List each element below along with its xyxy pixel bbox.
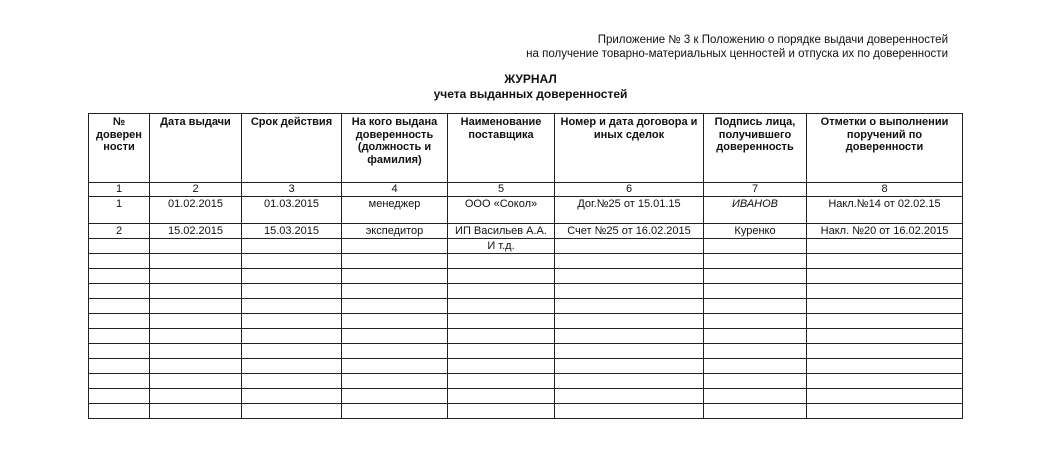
table-cell bbox=[150, 344, 242, 359]
table-cell bbox=[342, 299, 448, 314]
table-cell bbox=[448, 389, 555, 404]
column-number: 5 bbox=[448, 183, 555, 197]
table-cell: Куренко bbox=[704, 224, 807, 239]
table-cell: ИП Васильев А.А. bbox=[448, 224, 555, 239]
table-cell bbox=[242, 329, 342, 344]
table-cell bbox=[448, 284, 555, 299]
table-cell: 1 bbox=[89, 197, 150, 224]
table-row bbox=[89, 239, 963, 254]
table-cell bbox=[704, 404, 807, 419]
table-cell bbox=[448, 329, 555, 344]
table-cell bbox=[704, 344, 807, 359]
table-cell: Накл. №20 от 16.02.2015 bbox=[807, 224, 963, 239]
table-cell bbox=[807, 329, 963, 344]
table-cell bbox=[807, 254, 963, 269]
table-cell bbox=[150, 359, 242, 374]
table-row bbox=[89, 269, 963, 284]
table-row bbox=[89, 299, 963, 314]
table-cell bbox=[150, 254, 242, 269]
table-cell bbox=[448, 299, 555, 314]
table-cell bbox=[704, 359, 807, 374]
table-cell bbox=[704, 299, 807, 314]
table-cell: Дог.№25 от 15.01.15 bbox=[555, 197, 704, 224]
table-cell bbox=[448, 374, 555, 389]
table-cell bbox=[555, 344, 704, 359]
table-cell bbox=[555, 359, 704, 374]
table-cell bbox=[242, 269, 342, 284]
table-cell bbox=[342, 389, 448, 404]
header-cell: № доверен ности bbox=[89, 114, 150, 183]
table-cell bbox=[807, 239, 963, 254]
table-cell bbox=[807, 389, 963, 404]
table-cell bbox=[555, 314, 704, 329]
table-cell bbox=[89, 299, 150, 314]
table-cell bbox=[704, 269, 807, 284]
table-cell: И т.д. bbox=[448, 239, 555, 254]
table-cell bbox=[342, 254, 448, 269]
table-cell bbox=[807, 374, 963, 389]
journal-table bbox=[88, 113, 963, 419]
table-cell: ООО «Сокол» bbox=[448, 197, 555, 224]
table-cell: Накл.№14 от 02.02.15 bbox=[807, 197, 963, 224]
table-cell bbox=[704, 329, 807, 344]
table-cell bbox=[555, 329, 704, 344]
table-cell bbox=[807, 284, 963, 299]
table-cell bbox=[150, 239, 242, 254]
table-cell bbox=[242, 374, 342, 389]
column-number: 3 bbox=[242, 183, 342, 197]
table-row bbox=[89, 284, 963, 299]
table-cell bbox=[704, 374, 807, 389]
table-cell bbox=[704, 254, 807, 269]
table-cell bbox=[807, 404, 963, 419]
table-cell bbox=[342, 329, 448, 344]
table-row bbox=[89, 344, 963, 359]
table-cell bbox=[448, 359, 555, 374]
table-cell bbox=[448, 344, 555, 359]
table-row bbox=[89, 389, 963, 404]
table-cell bbox=[242, 254, 342, 269]
table-row bbox=[89, 254, 963, 269]
table-cell bbox=[242, 404, 342, 419]
table-cell bbox=[704, 239, 807, 254]
table-cell bbox=[807, 299, 963, 314]
column-number-row bbox=[89, 183, 963, 197]
journal-title: ЖУРНАЛ bbox=[504, 72, 557, 86]
table-cell bbox=[89, 404, 150, 419]
annex-line-2: на получение товарно-материальных ценностей и отпуска их по доверенности bbox=[526, 48, 948, 60]
table-cell bbox=[807, 359, 963, 374]
table-row bbox=[89, 314, 963, 329]
header-cell: Наименование поставщика bbox=[448, 114, 555, 183]
table-cell bbox=[704, 284, 807, 299]
table-cell bbox=[89, 284, 150, 299]
table-cell bbox=[704, 389, 807, 404]
table-cell bbox=[807, 269, 963, 284]
table-cell bbox=[342, 284, 448, 299]
annex-line-1: Приложение № 3 к Положению о порядке выдачи доверенностей bbox=[597, 34, 948, 46]
document-title bbox=[0, 72, 1061, 102]
header-cell: Отметки о выполнении поручений по доверенности bbox=[807, 114, 963, 183]
column-number: 4 bbox=[342, 183, 448, 197]
table-cell bbox=[150, 284, 242, 299]
table-cell bbox=[150, 404, 242, 419]
table-cell bbox=[555, 269, 704, 284]
table-cell: экспедитор bbox=[342, 224, 448, 239]
table-cell bbox=[89, 314, 150, 329]
table-cell bbox=[807, 314, 963, 329]
table-cell bbox=[89, 359, 150, 374]
table-cell bbox=[342, 374, 448, 389]
table-cell: 15.03.2015 bbox=[242, 224, 342, 239]
table-cell bbox=[242, 299, 342, 314]
table-cell bbox=[150, 329, 242, 344]
table-cell bbox=[242, 314, 342, 329]
table-cell bbox=[242, 359, 342, 374]
table-cell bbox=[448, 269, 555, 284]
table-cell bbox=[242, 389, 342, 404]
table-cell bbox=[150, 389, 242, 404]
table-cell bbox=[555, 374, 704, 389]
table-cell bbox=[242, 344, 342, 359]
column-number: 2 bbox=[150, 183, 242, 197]
table-cell bbox=[448, 254, 555, 269]
table-row bbox=[89, 404, 963, 419]
table-cell bbox=[448, 404, 555, 419]
table-cell bbox=[89, 239, 150, 254]
table-cell: ИВАНОВ bbox=[704, 197, 807, 224]
table-cell bbox=[555, 254, 704, 269]
table-cell: менеджер bbox=[342, 197, 448, 224]
table-cell bbox=[242, 239, 342, 254]
table-row bbox=[89, 197, 963, 224]
column-number: 7 bbox=[704, 183, 807, 197]
table-cell: Счет №25 от 16.02.2015 bbox=[555, 224, 704, 239]
header-cell: Номер и дата договора и иных сделок bbox=[555, 114, 704, 183]
table-cell bbox=[555, 239, 704, 254]
table-cell bbox=[89, 344, 150, 359]
header-row bbox=[89, 114, 963, 183]
table-cell bbox=[150, 269, 242, 284]
annex-note bbox=[526, 33, 948, 61]
table-cell bbox=[342, 404, 448, 419]
header-cell: Дата выдачи bbox=[150, 114, 242, 183]
journal-subtitle: учета выданных доверенностей bbox=[433, 87, 628, 101]
table-cell bbox=[242, 284, 342, 299]
table-cell bbox=[555, 284, 704, 299]
table-cell bbox=[555, 404, 704, 419]
table-cell bbox=[89, 269, 150, 284]
table-row bbox=[89, 359, 963, 374]
table-cell bbox=[555, 299, 704, 314]
table-row bbox=[89, 374, 963, 389]
header-cell: Срок действия bbox=[242, 114, 342, 183]
table-cell bbox=[342, 239, 448, 254]
column-number: 8 bbox=[807, 183, 963, 197]
table-cell bbox=[150, 314, 242, 329]
table-cell: 01.03.2015 bbox=[242, 197, 342, 224]
table-cell bbox=[89, 254, 150, 269]
table-cell: 2 bbox=[89, 224, 150, 239]
column-number: 1 bbox=[89, 183, 150, 197]
column-number: 6 bbox=[555, 183, 704, 197]
table-cell bbox=[150, 374, 242, 389]
table-row bbox=[89, 329, 963, 344]
table-cell bbox=[807, 344, 963, 359]
table-cell bbox=[555, 389, 704, 404]
table-cell bbox=[150, 299, 242, 314]
header-cell: На кого выдана доверенность (должность и фамилия) bbox=[342, 114, 448, 183]
table-cell bbox=[342, 359, 448, 374]
table-cell bbox=[89, 374, 150, 389]
table-cell bbox=[448, 314, 555, 329]
header-cell: Подпись лица, получившего доверенность bbox=[704, 114, 807, 183]
table-cell bbox=[342, 269, 448, 284]
table-cell bbox=[342, 344, 448, 359]
table-cell bbox=[704, 314, 807, 329]
table-cell: 01.02.2015 bbox=[150, 197, 242, 224]
table-cell bbox=[89, 389, 150, 404]
table-row bbox=[89, 224, 963, 239]
table-cell: 15.02.2015 bbox=[150, 224, 242, 239]
table-cell bbox=[89, 329, 150, 344]
table-cell bbox=[342, 314, 448, 329]
